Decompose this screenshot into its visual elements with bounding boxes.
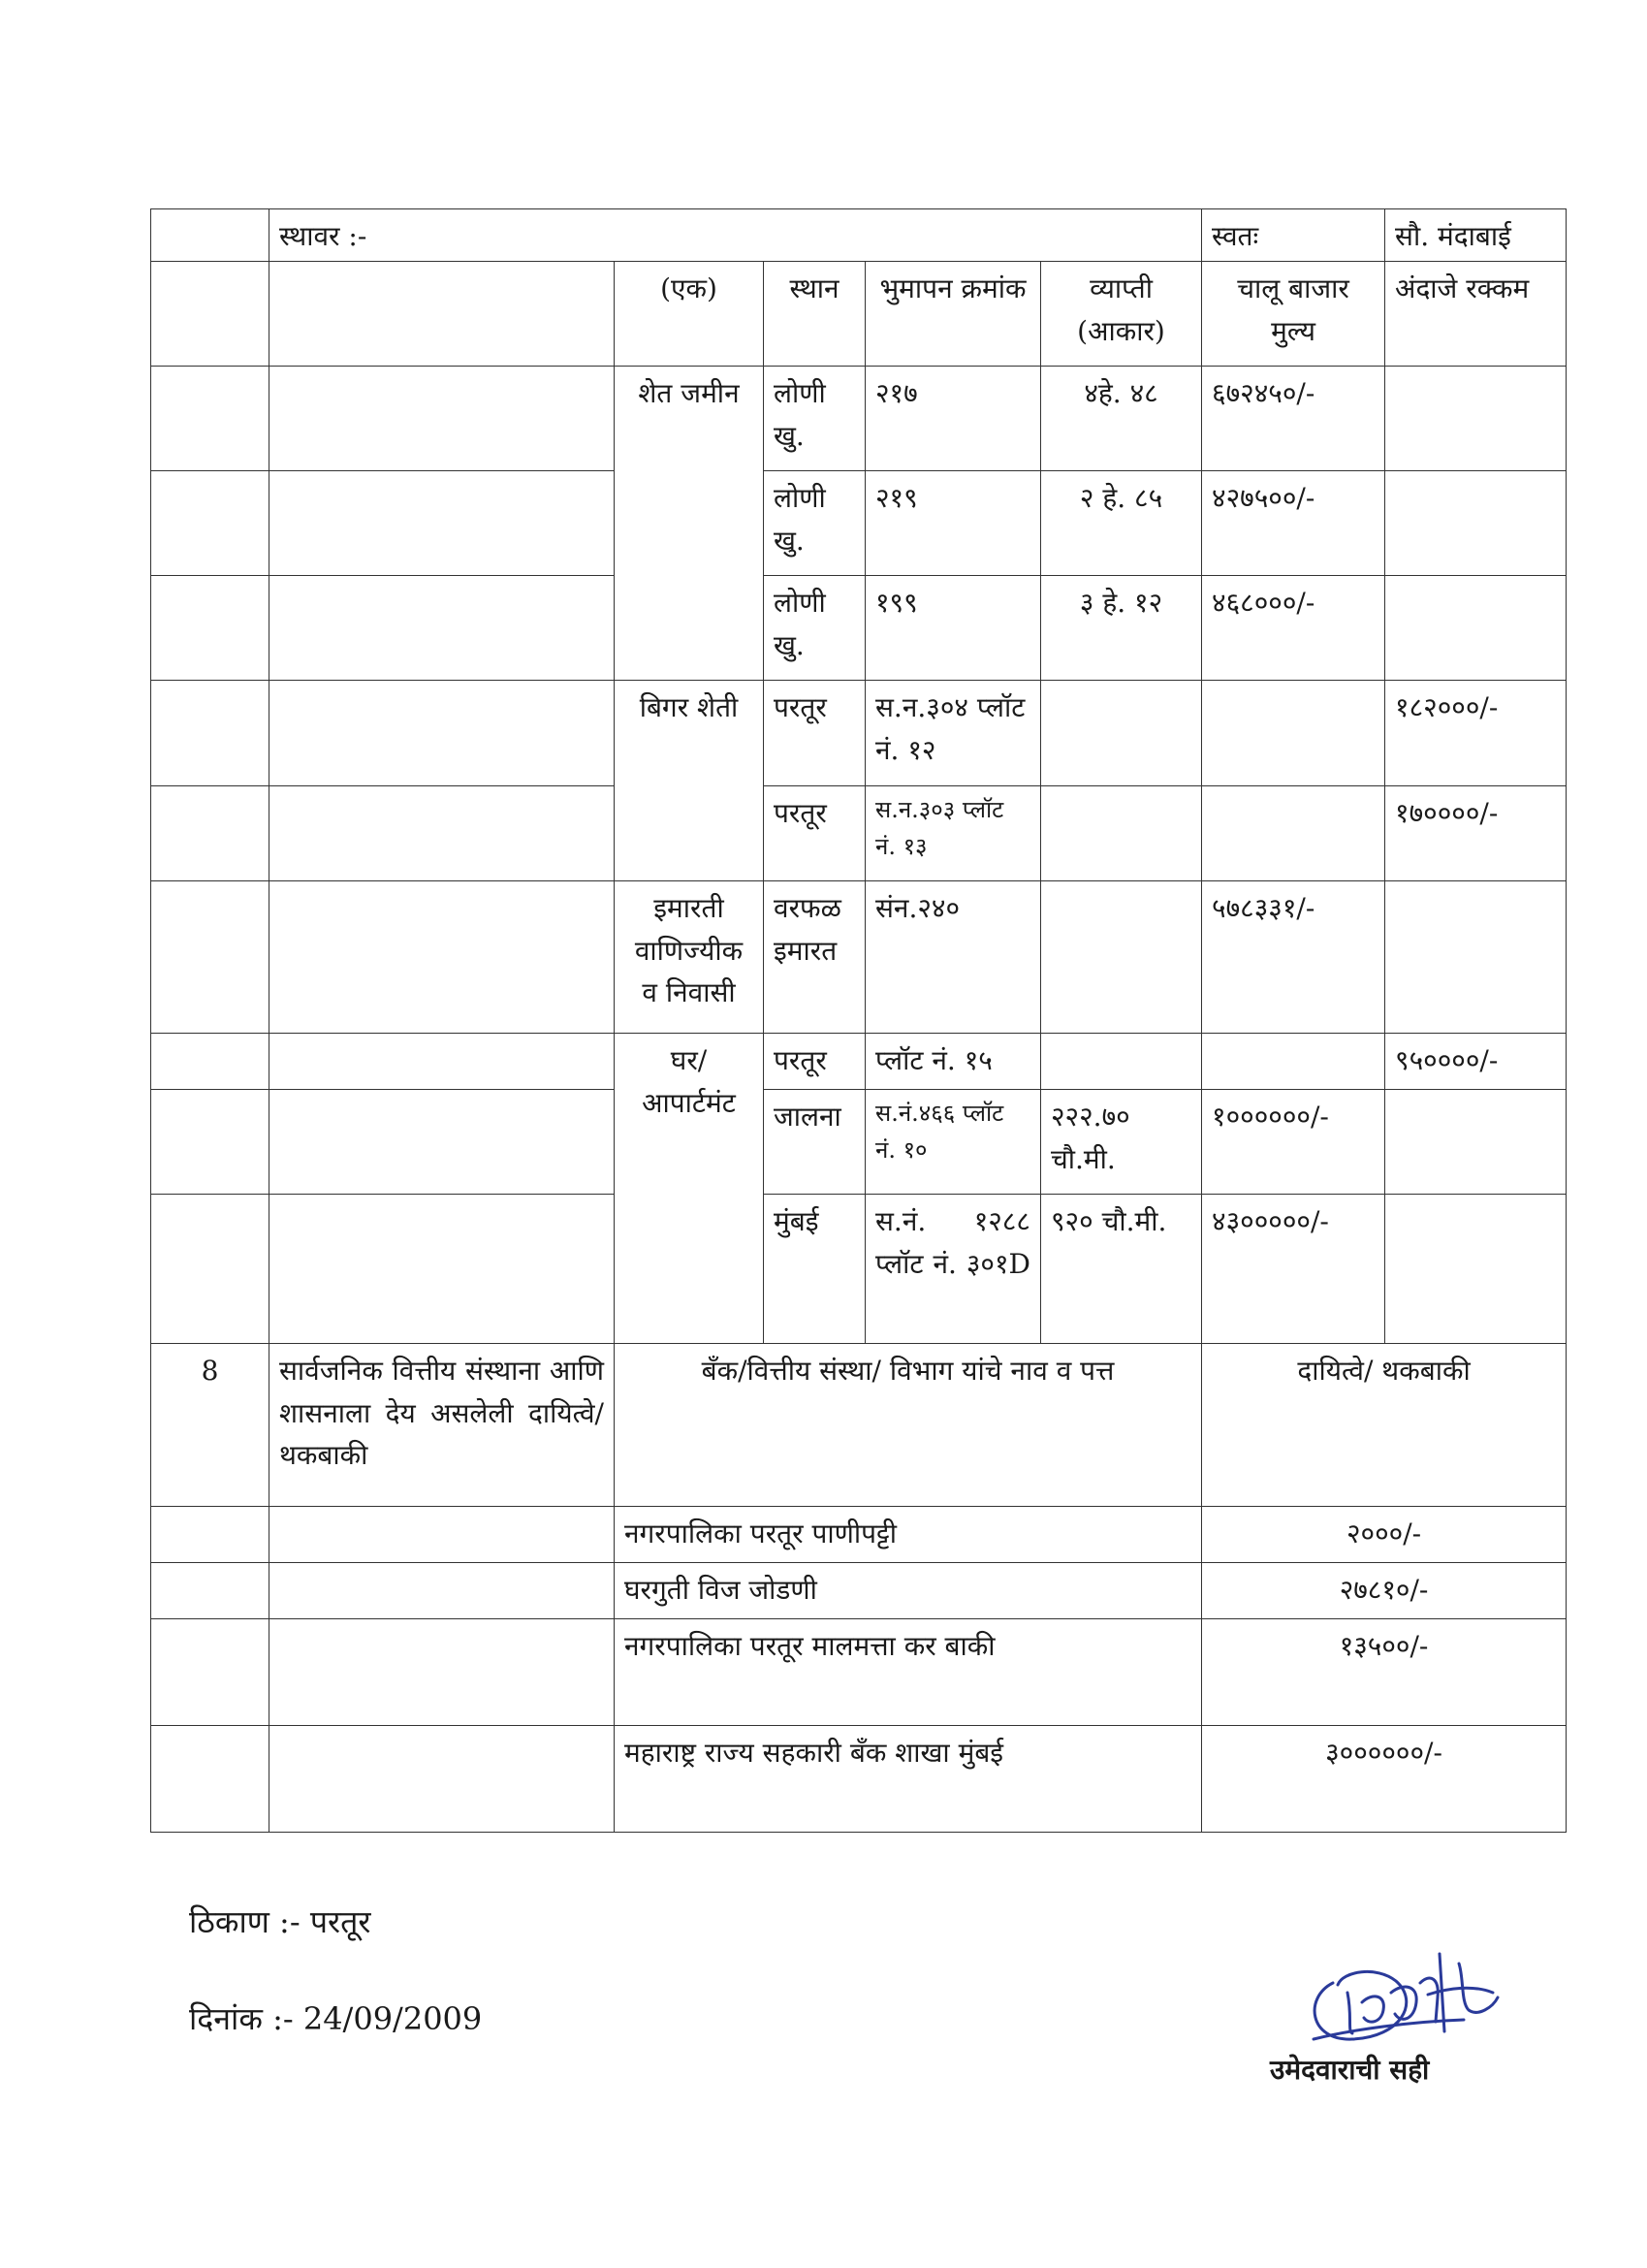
signature-label: उमेदवाराची सही bbox=[1270, 2054, 1430, 2086]
col-bhumapan: भुमापन क्रमांक bbox=[866, 262, 1041, 367]
category-cell: इमारती वाणिज्यीक व निवासी bbox=[615, 881, 764, 1034]
estimate-cell bbox=[1385, 1090, 1567, 1195]
table-row bbox=[151, 1726, 1567, 1833]
survey-cell: स.नं.४६६ प्लॉट नं. १० bbox=[866, 1090, 1041, 1195]
liability-amount: २७८१०/- bbox=[1202, 1563, 1567, 1619]
market-value-cell bbox=[1202, 1034, 1385, 1090]
col-bank-name: बँक/वित्तीय संस्था/ विभाग यांचे नाव व पत्त bbox=[615, 1344, 1202, 1507]
col-bajar: चालू बाजार मुल्य bbox=[1202, 262, 1385, 367]
area-cell: २ हे. ८५ bbox=[1041, 471, 1202, 576]
survey-cell: स.न.३०३ प्लॉट नं. १३ bbox=[866, 786, 1041, 881]
survey-cell: स.न.३०४ प्लॉट नं. १२ bbox=[866, 681, 1041, 786]
table-row bbox=[151, 1034, 1567, 1090]
table-row bbox=[151, 681, 1567, 786]
date-label: दिनांक :- 24/09/2009 bbox=[189, 2000, 483, 2037]
location-cell: परतूर bbox=[764, 1034, 866, 1090]
owner-self: स्वतः bbox=[1202, 209, 1385, 262]
table-row bbox=[151, 1507, 1567, 1563]
category-cell: घर/ आपार्टमंट bbox=[615, 1034, 764, 1344]
section-title: स्थावर :- bbox=[269, 209, 1202, 262]
location-cell: जालना bbox=[764, 1090, 866, 1195]
location-cell: लोणी खु. bbox=[764, 576, 866, 681]
market-value-cell: ६७२४५०/- bbox=[1202, 367, 1385, 471]
liability-name: महाराष्ट्र राज्य सहकारी बँक शाखा मुंबई bbox=[615, 1726, 1202, 1833]
serial-cell bbox=[151, 209, 269, 262]
owner-wife: सौ. मंदाबाई bbox=[1385, 209, 1567, 262]
area-cell bbox=[1041, 1034, 1202, 1090]
place-label: ठिकाण :- परतूर bbox=[189, 1903, 371, 1940]
signature-image bbox=[1294, 1925, 1517, 2060]
survey-cell: स.नं. १२८८ प्लॉट नं. ३०१D bbox=[866, 1195, 1041, 1344]
liability-name: नगरपालिका परतूर पाणीपट्टी bbox=[615, 1507, 1202, 1563]
estimate-cell bbox=[1385, 576, 1567, 681]
section-number: 8 bbox=[151, 1344, 269, 1507]
liability-amount: ३००००००/- bbox=[1202, 1726, 1567, 1833]
estimate-cell bbox=[1385, 881, 1567, 1034]
section-8-header-row bbox=[151, 1344, 1567, 1507]
table-row bbox=[151, 1619, 1567, 1726]
market-value-cell: ४३०००००/- bbox=[1202, 1195, 1385, 1344]
liability-name: नगरपालिका परतूर मालमत्ता कर बाकी bbox=[615, 1619, 1202, 1726]
liability-amount: १३५००/- bbox=[1202, 1619, 1567, 1726]
col-liability: दायित्वे/ थकबाकी bbox=[1202, 1344, 1567, 1507]
location-cell: लोणी खु. bbox=[764, 367, 866, 471]
col-vyapti: व्याप्ती (आकार) bbox=[1041, 262, 1202, 367]
table-header-row bbox=[151, 209, 1567, 262]
liability-name: घरगुती विज जोडणी bbox=[615, 1563, 1202, 1619]
market-value-cell: ४२७५००/- bbox=[1202, 471, 1385, 576]
col-sthan: स्थान bbox=[764, 262, 866, 367]
table-row bbox=[151, 1090, 1567, 1195]
area-cell bbox=[1041, 786, 1202, 881]
estimate-cell bbox=[1385, 1195, 1567, 1344]
category-cell: बिगर शेती bbox=[615, 681, 764, 881]
market-value-cell: ५७८३३१/- bbox=[1202, 881, 1385, 1034]
area-cell: ३ हे. १२ bbox=[1041, 576, 1202, 681]
survey-cell: २१७ bbox=[866, 367, 1041, 471]
estimate-cell bbox=[1385, 367, 1567, 471]
area-cell: ४हे. ४८ bbox=[1041, 367, 1202, 471]
table-row bbox=[151, 471, 1567, 576]
liability-amount: २०००/- bbox=[1202, 1507, 1567, 1563]
survey-cell: २१९ bbox=[866, 471, 1041, 576]
table-row bbox=[151, 881, 1567, 1034]
table-row bbox=[151, 1563, 1567, 1619]
area-cell: ९२० चौ.मी. bbox=[1041, 1195, 1202, 1344]
estimate-cell: ९५००००/- bbox=[1385, 1034, 1567, 1090]
col-ek: (एक) bbox=[615, 262, 764, 367]
table-row bbox=[151, 1195, 1567, 1344]
estimate-cell bbox=[1385, 471, 1567, 576]
market-value-cell bbox=[1202, 786, 1385, 881]
market-value-cell: ४६८०००/- bbox=[1202, 576, 1385, 681]
assets-table bbox=[150, 208, 1567, 1833]
table-row bbox=[151, 367, 1567, 471]
location-cell: मुंबई bbox=[764, 1195, 866, 1344]
survey-cell: प्लॉट नं. १५ bbox=[866, 1034, 1041, 1090]
market-value-cell: १००००००/- bbox=[1202, 1090, 1385, 1195]
location-cell: परतूर bbox=[764, 786, 866, 881]
area-cell bbox=[1041, 681, 1202, 786]
estimate-cell: १८२०००/- bbox=[1385, 681, 1567, 786]
category-cell: शेत जमीन bbox=[615, 367, 764, 681]
survey-cell: १९९ bbox=[866, 576, 1041, 681]
col-andaje: अंदाजे रक्कम bbox=[1385, 262, 1567, 367]
section-8-title: सार्वजनिक वित्तीय संस्थाना आणि शासनाला देय असलेली दायित्वे/ थकबाकी bbox=[269, 1344, 615, 1507]
location-cell: लोणी खु. bbox=[764, 471, 866, 576]
column-header-row bbox=[151, 262, 1567, 367]
area-cell bbox=[1041, 881, 1202, 1034]
survey-cell: संन.२४० bbox=[866, 881, 1041, 1034]
market-value-cell bbox=[1202, 681, 1385, 786]
location-cell: वरफळ इमारत bbox=[764, 881, 866, 1034]
table-row bbox=[151, 786, 1567, 881]
estimate-cell: १७००००/- bbox=[1385, 786, 1567, 881]
location-cell: परतूर bbox=[764, 681, 866, 786]
area-cell: २२२.७० चौ.मी. bbox=[1041, 1090, 1202, 1195]
table-row bbox=[151, 576, 1567, 681]
